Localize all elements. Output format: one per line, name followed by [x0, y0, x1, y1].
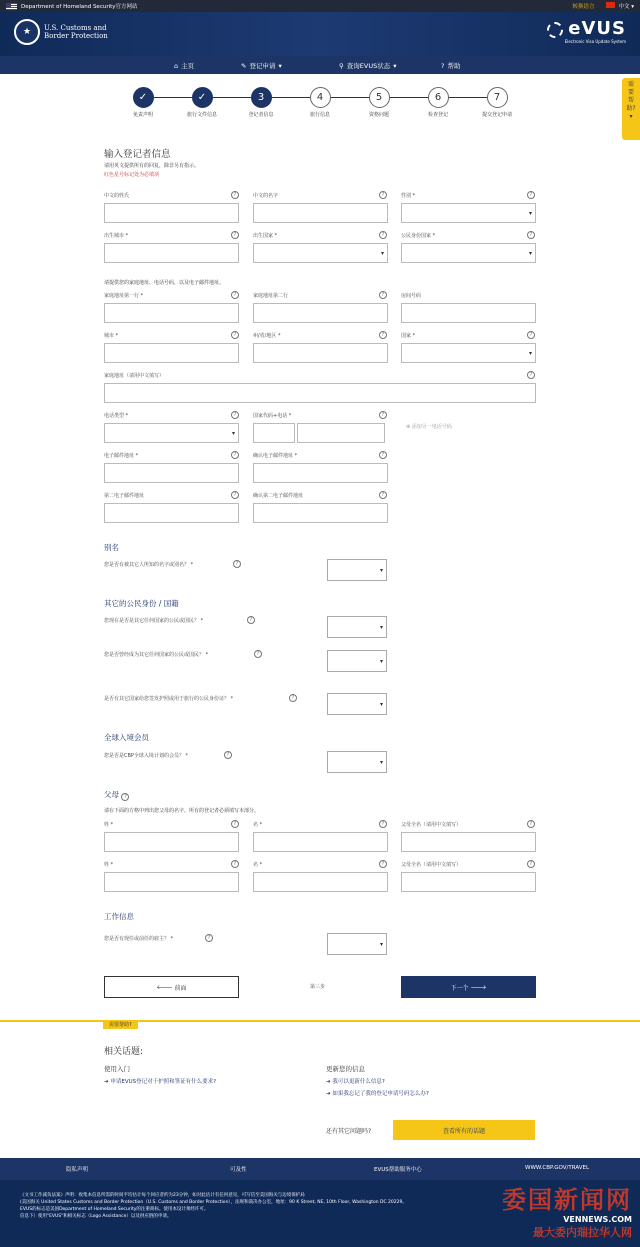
step-3[interactable]: 3 登记者信息 [231, 87, 291, 118]
help-col-getting-started: 使用入门 ➔ 申请EVUS登记对于护照和签证有什么要求? [104, 1065, 217, 1085]
email2-input[interactable] [104, 503, 239, 523]
parent1-given-input[interactable] [253, 832, 388, 852]
question-icon[interactable]: ? [247, 616, 255, 624]
question-icon[interactable]: ? [527, 191, 535, 199]
question-alias: 您是否有被其它人所知的名字或别名？ * [104, 562, 194, 568]
parent2-surname-input[interactable] [104, 872, 239, 892]
help-badge[interactable]: 需要帮助? [103, 1020, 138, 1029]
label-cn-surname: 中文的姓氏 [104, 193, 130, 199]
footer-legal: 《文书工作减负法案》声明：收集本信息所需的时间平均估计每个回应者约为23分钟，如对此估计有任何意见，可写信至美国海关与边境保护局 (美国海关 United States Customs and Border Protection（U.S. Customs and Border Protection），法规和裁决办公室，地址：90 K Street, NE, 10th Floor, Washington DC 20229。 EVUS的标志是美国Department of Homeland Security的注册商标。使用本设计须经许可。 信息下）使用"EVUS"和相关标志（Logo Assistance）以及供应链的申请。 [0, 1180, 640, 1247]
section-citizenship: 其它的公民身份 / 国籍 [104, 599, 179, 608]
dhs-seal-icon[interactable]: ★ [14, 19, 40, 45]
step-5: 5 资格问题 [349, 87, 409, 118]
nav-home[interactable]: ⌂ 主页 [174, 61, 195, 70]
watermark: 委国新闻网 VENNEWS.COM 最大委内瑞拉华人网 [502, 1186, 632, 1239]
label-birth-country: 出生国家 * [253, 233, 278, 239]
label-parent2-fullname-cn: 父母全名（请用中文填写） [401, 862, 462, 868]
question-current-citizen: 您现在是否是其它任何国家的公民或国民？ * [104, 618, 204, 624]
section-alias: 别名 [104, 543, 119, 552]
global-entry-select[interactable] [327, 751, 387, 773]
step-6: 6 检查登记 [408, 87, 468, 118]
question-icon[interactable]: ? [231, 451, 239, 459]
label-phone: 国家代码+电话 * [253, 413, 292, 419]
label-email2: 第二电子邮件地址 [104, 493, 145, 499]
step-4: 4 旅行信息 [290, 87, 350, 118]
question-icon[interactable]: ? [379, 491, 387, 499]
phone-input[interactable] [297, 423, 385, 443]
help-icon: ? [441, 61, 445, 70]
chevron-down-icon: ▾ [393, 61, 397, 70]
change-language-link[interactable]: 转换语言 [572, 4, 595, 10]
help-link[interactable]: ➔ 我可以更新什么信息? [326, 1079, 385, 1085]
help-link[interactable]: ➔ 如果我忘记了我的登记申请号码怎么办? [326, 1091, 429, 1097]
step-1[interactable]: ✓ 免责声明 [113, 87, 173, 118]
parent1-surname-input[interactable] [104, 832, 239, 852]
question-icon[interactable]: ? [231, 231, 239, 239]
addr2-input[interactable] [253, 303, 388, 323]
question-icon[interactable]: ? [379, 231, 387, 239]
label-addr-cn: 家庭地址（请用中文填写） [104, 373, 165, 379]
privacy-link[interactable]: 隐私声明 [66, 1167, 89, 1173]
nav-check-status[interactable]: ⚲ 查询EVUS状态 ▾ [339, 61, 397, 70]
label-parent1-surname: 姓 * [104, 822, 114, 828]
citizen-country-select[interactable] [401, 243, 536, 263]
step-7: 7 提交登记申请 [467, 87, 527, 118]
label-cn-given: 中文的名字 [253, 193, 279, 199]
current-citizen-select[interactable] [327, 616, 387, 638]
question-icon[interactable]: ? [527, 371, 535, 379]
question-icon[interactable]: ? [527, 331, 535, 339]
main-nav [0, 56, 640, 74]
label-phone-type: 电话类型 * [104, 413, 129, 419]
cn-surname-input[interactable] [104, 203, 239, 223]
question-icon[interactable]: ? [379, 191, 387, 199]
next-button[interactable]: 下一个 🡒 [401, 976, 536, 998]
employer-select[interactable] [327, 933, 387, 955]
other-passport-select[interactable] [327, 693, 387, 715]
agency-name[interactable]: U.S. Customs and Border Protection [44, 24, 108, 40]
question-other-passport: 是否有其它国家给您签发护照或用于旅行的公民身份证？ * [104, 696, 234, 702]
question-icon[interactable]: ? [231, 491, 239, 499]
question-icon[interactable]: ? [205, 934, 213, 942]
back-button[interactable]: 🡐 前面 [104, 976, 239, 998]
question-icon[interactable]: ? [231, 191, 239, 199]
cbp-travel-link[interactable]: WWW.CBP.GOV/TRAVEL [525, 1165, 590, 1171]
progress-steps [0, 74, 640, 126]
arrow-left-icon: 🡐 [156, 983, 173, 991]
label-apt: 房间号码 [401, 293, 422, 299]
plus-circle-icon: ⊕ [406, 424, 411, 430]
email-confirm-input[interactable] [253, 463, 388, 483]
parent1-fullname-cn-input[interactable] [401, 832, 536, 852]
question-icon[interactable]: ? [527, 820, 535, 828]
form-note: 请用英文提供所有的回复，除非另有指示。 [104, 163, 200, 169]
language-select[interactable]: 中文 ▾ [606, 2, 634, 10]
evus-mark-icon [547, 22, 563, 38]
alias-select[interactable] [327, 559, 387, 581]
addr-cn-input[interactable] [104, 383, 536, 403]
help-section [0, 1020, 640, 1158]
question-icon[interactable]: ? [254, 650, 262, 658]
parent2-given-input[interactable] [253, 872, 388, 892]
birth-city-input[interactable] [104, 243, 239, 263]
question-icon[interactable]: ? [379, 860, 387, 868]
search-icon: ⚲ [339, 61, 344, 70]
accessibility-link[interactable]: 可及性 [230, 1167, 247, 1173]
label-parent2-given: 名 * [253, 862, 263, 868]
nav-apply[interactable]: ✎ 登记申请 ▾ [241, 61, 282, 70]
step-indicator: 第三步 [310, 984, 326, 990]
label-country: 国家 * [401, 333, 416, 339]
email2-confirm-input[interactable] [253, 503, 388, 523]
question-icon[interactable]: ? [231, 291, 239, 299]
home-icon: ⌂ [174, 61, 179, 70]
section-parents: 父母 ? [104, 789, 129, 800]
question-icon[interactable]: ? [527, 860, 535, 868]
label-parent1-fullname-cn: 父母全名（请用中文填写） [401, 822, 462, 828]
question-employer: 您是否有现任或前任的雇主？ * [104, 936, 174, 942]
page-title: 输入登记者信息 [104, 149, 171, 160]
question-icon[interactable]: ? [231, 411, 239, 419]
help-link[interactable]: ➔ 申请EVUS登记对于护照和签证有什么要求? [104, 1079, 217, 1085]
apt-input[interactable] [401, 303, 536, 323]
state-input[interactable] [253, 343, 388, 363]
question-icon[interactable]: ? [289, 694, 297, 702]
question-icon[interactable]: ? [224, 751, 232, 759]
more-questions: 还有其它问题吗? [326, 1128, 372, 1135]
parent2-fullname-cn-input[interactable] [401, 872, 536, 892]
step-2[interactable]: ✓ 旅行文件信息 [172, 87, 232, 118]
question-icon[interactable]: ? [379, 331, 387, 339]
email-input[interactable] [104, 463, 239, 483]
question-former-citizen: 您是否曾经成为其它任何国家的公民或国民？ * [104, 652, 209, 658]
parents-note: 请在下面的方格中列出您父母的名字。所有的登记者必须填写本部分。 [104, 808, 260, 814]
question-icon[interactable]: ? [379, 411, 387, 419]
label-email2-confirm: 确认第二电子邮件地址 [253, 493, 304, 499]
required-note: 红色星号标记处为必填项 [104, 172, 160, 178]
related-topics-title: 相关话题: [104, 1047, 144, 1057]
site-header [0, 12, 640, 56]
question-icon[interactable]: ? [379, 291, 387, 299]
country-code-input[interactable] [253, 423, 295, 443]
question-icon[interactable]: ? [231, 331, 239, 339]
address-note: 请提供您的家庭地址、电话号码，以及电子邮件地址。 [104, 280, 225, 286]
view-all-topics-button[interactable]: 查看所有的话题 [393, 1120, 535, 1140]
label-parent2-surname: 姓 * [104, 862, 114, 868]
city-input[interactable] [104, 343, 239, 363]
label-parent1-given: 名 * [253, 822, 263, 828]
label-gender: 性别 * [401, 193, 416, 199]
former-citizen-select[interactable] [327, 650, 387, 672]
us-flag-icon [6, 3, 17, 10]
question-icon[interactable]: ? [233, 560, 241, 568]
label-city: 城市 * [104, 333, 119, 339]
label-birth-city: 出生城市 * [104, 233, 129, 239]
label-email: 电子邮件地址 * [104, 453, 139, 459]
country-select[interactable] [401, 343, 536, 363]
help-col-update-info: 更新您的信息 ➔ 我可以更新什么信息? ➔ 如果我忘记了我的登记申请号码怎么办? [326, 1065, 429, 1097]
addr1-input[interactable] [104, 303, 239, 323]
cn-given-input[interactable] [253, 203, 388, 223]
question-icon[interactable]: ? [121, 793, 129, 801]
gender-select[interactable] [401, 203, 536, 223]
question-icon[interactable]: ? [527, 231, 535, 239]
section-global-entry: 全球入境会员 [104, 733, 149, 742]
evus-logo[interactable]: eVUS Electronic Visa Update System [565, 18, 626, 44]
label-addr1: 家庭地址第一行 * [104, 293, 144, 299]
question-global-entry: 您是否是CBP全球入境计划的会员？ * [104, 753, 189, 759]
label-email-confirm: 确认电子邮件地址 * [253, 453, 298, 459]
label-state: 州/省/地区 * [253, 333, 281, 339]
section-employment: 工作信息 [104, 912, 134, 921]
question-icon[interactable]: ? [379, 451, 387, 459]
question-icon[interactable]: ? [379, 820, 387, 828]
label-citizen-country: 公民身份国家 * [401, 233, 436, 239]
arrow-right-icon: 🡒 [470, 983, 487, 991]
dept-link[interactable]: Department of Homeland Security官方网站 [21, 4, 138, 10]
china-flag-icon [606, 2, 615, 8]
label-addr2: 家庭地址第二行 [253, 293, 289, 299]
birth-country-select[interactable] [253, 243, 388, 263]
chevron-down-icon: ▾ [278, 61, 282, 70]
nav-help[interactable]: ? 帮助 [441, 61, 461, 70]
help-center-link[interactable]: EVUS帮助服务中心 [374, 1167, 422, 1173]
add-phone-link[interactable]: ⊕ 添加另一电话号码 [406, 424, 452, 430]
question-icon[interactable]: ? [231, 860, 239, 868]
edit-icon: ✎ [241, 61, 247, 70]
phone-type-select[interactable] [104, 423, 239, 443]
question-icon[interactable]: ? [231, 820, 239, 828]
help-side-tab[interactable]: 需要帮助? ▾ [622, 78, 640, 140]
top-bar [0, 0, 640, 12]
footer-links [0, 1158, 640, 1180]
